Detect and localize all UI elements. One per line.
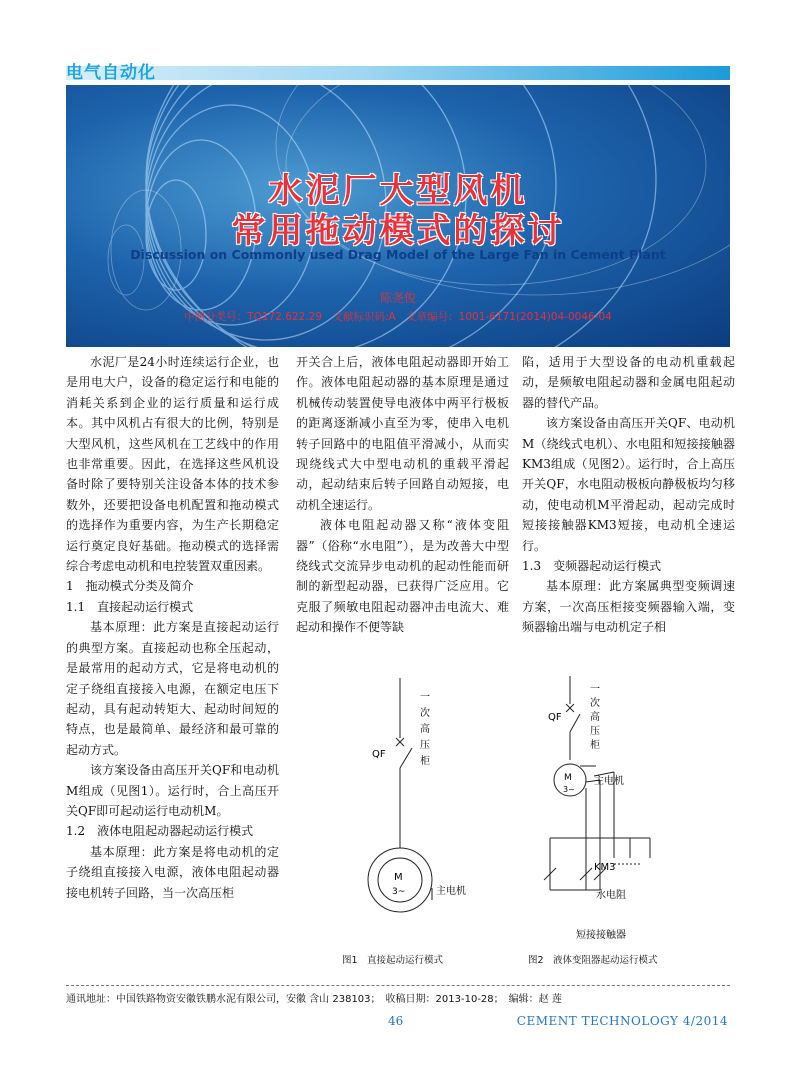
paragraph: 液体电阻起动器又称“液体变阻器”（俗称“水电阻”），是为改善大中型绕线式交流异步电动机的起动性能而研制的新型起动器，已获得广泛应用。它克服了频敏电阻起动器冲击电流大、难起动和操作不便等缺 xyxy=(296,518,509,635)
figure-2-diagram xyxy=(530,668,730,943)
figure-2-caption: 图2 液体变阻器起动运行模式 xyxy=(528,955,658,966)
section-heading: 1 拖动模式分类及简介 xyxy=(66,579,194,594)
cabinet-label-char: 一 xyxy=(420,692,430,703)
paragraph: 基本原理：此方案是直接起动运行的典型方案。直接起动也称全压起动，是最常用的起动方式，它是将电动机的定子绕组直接接入电源，在额定电压下起动，具有起动转矩大、起动时间短的特点，也是最简单、最经济和最可靠的起动方式。 xyxy=(66,620,279,757)
cabinet-label-char: 压 xyxy=(420,740,430,751)
subsection-heading: 1.2 液体电阻起动器起动运行模式 xyxy=(66,824,254,839)
paragraph: 开关合上后，液体电阻起动器即开始工作。液体电阻起动器的基本原理是通过机械传动装置使导电液体中两平行极板的距离逐渐减小直至为零，使串入电机转子回路中的电阻值平滑减小，从而实现绕线式大中型电动机的重载平滑起动，起动结束后转子回路自动短接，电动机全速运行。 xyxy=(296,355,509,512)
footer-divider xyxy=(66,985,730,986)
paragraph: 该方案设备由高压开关QF和电动机M组成（见图1）。运行时，合上高压开关QF即可起动运行电动机M。 xyxy=(66,763,279,818)
cabinet-label-char: 次 xyxy=(420,708,430,719)
paragraph: 陷，适用于大型设备的电动机重载起动，是频敏电阻起动器和金属电阻起动器的替代产品。 xyxy=(522,355,735,410)
qf-label: QF xyxy=(372,749,386,760)
contactor-label: 短接接触器 xyxy=(576,930,626,941)
figure-1-diagram xyxy=(340,668,510,938)
km3-label: KM3 xyxy=(594,862,616,873)
motor-phase-label: 3~ xyxy=(563,785,575,794)
paragraph: 水泥厂是24小时连续运行企业，也是用电大户，设备的稳定运行和电能的消耗关系到企业的运行质量和运行成本。其中风机占有很大的比例，特别是大型风机，这些风机在工艺线中的作用也非常重要。因此，在选择这些风机设备时除了要特别关注设备本体的技术参数外，还要把设备电机配置和拖动模式的选择作为重要内容，为生产长期稳定运行奠定良好基础。拖动模式的选择需综合考虑电动机和电控装置双重因素。 xyxy=(66,355,279,574)
author: 陈尧俊 xyxy=(379,291,416,305)
title-line-2: 常用拖动模式的探讨 xyxy=(231,211,565,251)
paragraph: 基本原理：此方案是将电动机的定子绕组直接接入电源，液体电阻起动器接电机转子回路，当一次高压柜 xyxy=(66,844,279,900)
section-label: 电气自动化 xyxy=(66,63,156,83)
paragraph: 基本原理：此方案属典型变频调速方案，一次高压柜接变频器输入端，变频器输出端与电动机定子相 xyxy=(522,579,735,635)
column-2 xyxy=(296,352,509,635)
cabinet-label-char: 柜 xyxy=(590,740,600,751)
motor-m-label: M xyxy=(564,773,572,783)
journal-name: CEMENT TECHNOLOGY 4/2014 xyxy=(516,1014,728,1028)
subsection-heading: 1.1 直接起动运行模式 xyxy=(66,599,194,614)
subsection-heading: 1.3 变频器起动运行模式 xyxy=(522,559,662,574)
column-3 xyxy=(522,352,735,652)
main-motor-label: 主电机 xyxy=(594,776,624,787)
paragraph: 该方案设备由高压开关QF、电动机M（绕线式电机）、水电阻和短接接触器KM3组成（见图2）。运行时，合上高压开关QF，水电阻动极板向静极板均匀移动，使电动机M平滑起动，起动完成时短接接触器KM3短接，电动机全速运行。 xyxy=(522,416,735,553)
cabinet-label-char: 一 xyxy=(590,684,600,695)
cabinet-label-char: 高 xyxy=(590,712,600,723)
title-line-1: 水泥厂大型风机 xyxy=(268,171,528,211)
water-resistor-label: 水电阻 xyxy=(596,890,626,901)
classification-meta: 中图分类号：TQ172.622.29 文献标识码:A 文章编号：1001-6171(2014)04-0046-04 xyxy=(184,311,612,323)
cabinet-label-char: 高 xyxy=(420,724,430,735)
page-number: 46 xyxy=(388,1014,404,1028)
motor-phase-label: 3~ xyxy=(392,887,406,897)
title-banner xyxy=(66,85,730,347)
cabinet-label-char: 柜 xyxy=(420,756,430,767)
footer-address: 通讯地址：中国铁路物资安徽铁鹏水泥有限公司，安徽 含山 238103； 收稿日期：2013-10-28； 编辑：赵 莲 xyxy=(66,994,562,1005)
section-header-bar xyxy=(66,66,730,80)
cabinet-label-char: 次 xyxy=(590,698,600,709)
cabinet-label-char: 压 xyxy=(590,726,600,737)
english-title: Discussion on Commonly used Drag Model of the Large Fan in Cement Plant xyxy=(130,247,666,262)
figure-1-caption: 图1 直接起动运行模式 xyxy=(342,955,444,966)
qf-label: QF xyxy=(548,712,562,723)
figure-1 xyxy=(340,668,510,938)
column-1 xyxy=(66,352,279,903)
figure-2 xyxy=(530,668,730,943)
main-motor-label: 主电机 xyxy=(436,886,466,897)
motor-m-label: M xyxy=(394,872,403,883)
